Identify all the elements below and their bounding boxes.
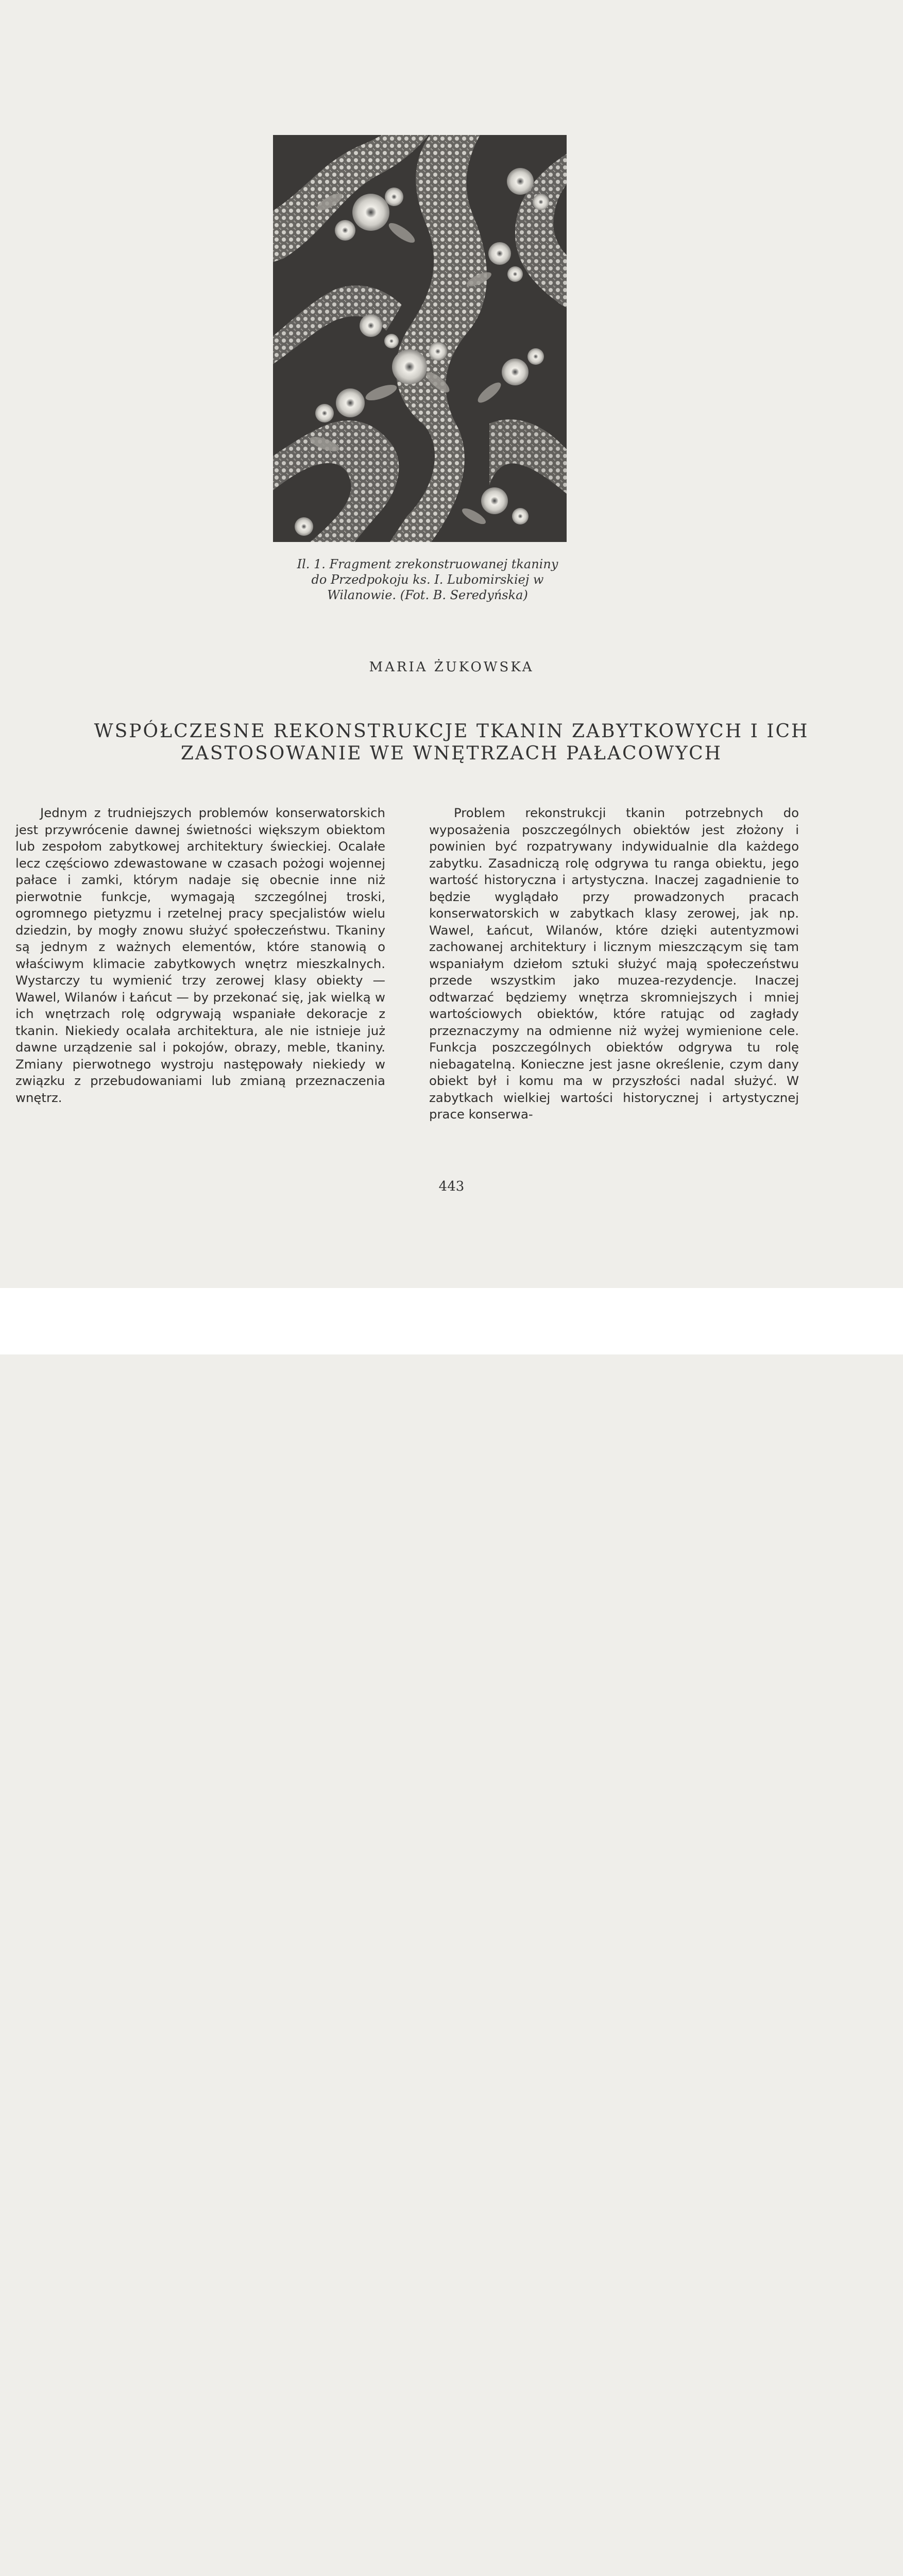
title-line: WSPÓŁCZESNE REKONSTRUKCJE TKANIN ZABYTKOWYCH I ICH (94, 721, 809, 742)
viewer-footer (0, 1288, 903, 1354)
figure-caption (247, 556, 608, 603)
caption-line: do Przedpokoju ks. I. Lubomirskiej w (311, 572, 544, 587)
body-column-left (15, 805, 385, 1106)
paragraph: Jednym z trudniejszych problemów konserwatorskich jest przywrócenie dawnej świetności większym obiektom lub zespołom zabytkowej architektury świeckiej. Ocalałe lecz częściowo zdewastowane w czasach pożogi wojennej pałace i zamki, którym nadaje się obecnie inne niż pierwotnie funkcje, wymagają szczególnej troski, ogromnego pietyzmu i rzetelnej pracy specjalistów wielu dziedzin, by mogły znowu służyć społeczeństwu. Tkaniny są jednym z ważnych elementów, które stanowią o właściwym klimacie zabytkowych wnętrz mieszkalnych. Wystarczy tu wymienić trzy zerowej klasy obiekty — Wawel, Wilanów i Łańcut — by przekonać się, jak wielką w ich wnętrzach rolę odgrywają wspaniałe dekoracje z tkanin. Niekiedy ocalała architektura, ale nie istnieje już dawne urządzenie sal i pokojów, obrazy, meble, tkaniny. Zmiany pierwotnego wystroju następowały niekiedy w związku z przebudowaniami lub zmianą przeznaczenia wnętrz. (15, 805, 385, 1105)
page-number: 443 (438, 1179, 465, 1194)
caption-line: Il. 1. Fragment zrekonstruowanej tkaniny (297, 557, 558, 571)
title-line: ZASTOSOWANIE WE WNĘTRZACH PAŁACOWYCH (180, 743, 723, 764)
fabric-photo (273, 135, 567, 542)
caption-line: Wilanowie. (Fot. B. Seredyńska) (327, 588, 528, 602)
author-name: MARIA ŻUKOWSKA (369, 659, 534, 675)
article-title (52, 720, 851, 765)
fabric-pattern-image (273, 135, 567, 542)
body-column-right (429, 805, 799, 1123)
paragraph: Problem rekonstrukcji tkanin potrzebnych do wyposażenia poszczególnych obiektów jest złożony i powinien być rozpatrywany indywidualnie dla każdego zabytku. Zasadniczą rolę odgrywa tu ranga obiektu, jego wartość historyczna i artystyczna. Inaczej zagadnienie to będzie wyglądało przy prowadzonych pracach konserwatorskich w zabytkach klasy zerowej, jak np. Wawel, Łańcut, Wilanów, które dzięki autentyzmowi zachowanej architektury i licznym mieszczącym się tam wspaniałym dziełom sztuki służyć mają społeczeństwu przede wszystkim jako muzea-rezydencje. Inaczej odtwarzać będziemy wnętrza skromniejszych i mniej wartościowych obiektów, które ratując od zagłady przeznaczymy na odmienne niż wyżej wymienione cele. Funkcja poszczególnych obiektów odgrywa tu rolę niebagatelną. Konieczne jest jasne określenie, czym dany obiekt był i komu ma w przyszłości nadal służyć. W zabytkach wielkiej wartości historycznej i artystycznej prace konserwa- (429, 805, 799, 1122)
